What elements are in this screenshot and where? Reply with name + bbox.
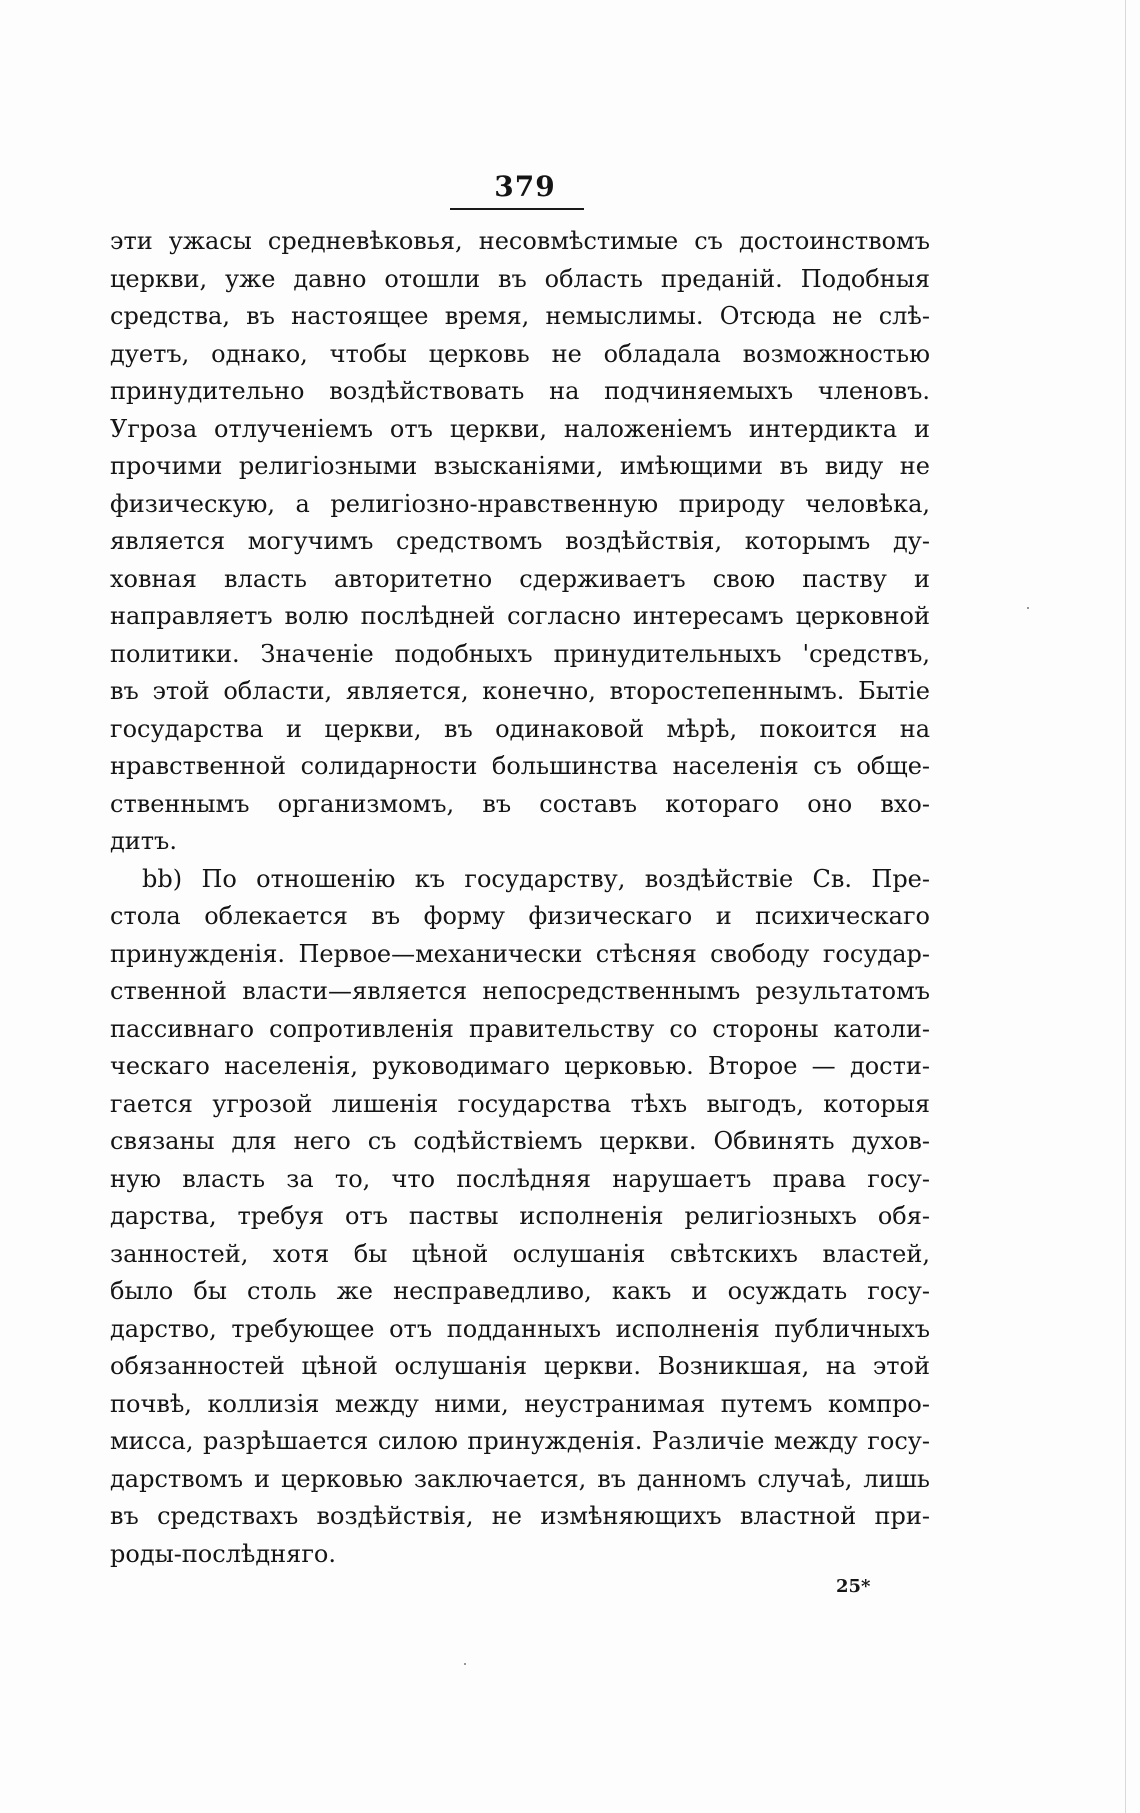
text-line: дуетъ, однако, чтобы церковь не обладала возможностью [110, 339, 930, 368]
text-line: является могучимъ средствомъ воздѣйствія, которымъ ду- [110, 527, 930, 555]
text-line: дарства, требуя отъ паствы исполненія религіозныхъ обя- [110, 1202, 930, 1230]
text-line: роды-послѣдняго. [110, 1539, 336, 1568]
page-number-rule [450, 208, 584, 210]
text-line: направляетъ волю послѣдней согласно интересамъ церковной [110, 602, 930, 630]
text-line: прочими религіозными взысканіями, имѣющими въ виду не [110, 452, 930, 480]
printer-signature-mark: 25* [836, 1576, 871, 1597]
body-text [110, 223, 930, 1573]
text-line: средства, въ настоящее время, немыслимы. Отсюда не слѣ- [110, 302, 930, 330]
text-line: дитъ. [110, 827, 177, 855]
text-line: дарство, требующее отъ подданныхъ исполненія публичныхъ [110, 1314, 930, 1343]
text-line: пассивнаго сопротивленія правительству со стороны католи- [110, 1014, 930, 1043]
text-line: ственнымъ организмомъ, въ составъ котораго оно вхо- [110, 789, 930, 818]
text-line: въ средствахъ воздѣйствія, не измѣняющихъ властной при- [110, 1502, 930, 1530]
page-edge-line [1125, 0, 1126, 1813]
text-line: нравственной солидарности большинства населенія съ обще- [110, 752, 930, 780]
text-line: принудительно воздѣйствовать на подчиняемыхъ членовъ. [110, 377, 930, 405]
text-line: гается угрозой лишенія государства тѣхъ выгодъ, которыя [110, 1089, 930, 1118]
text-line: почвѣ, коллизія между ними, неустранимая путемъ компро- [110, 1389, 930, 1418]
text-line: церкви, уже давно отошли въ область преданій. Подобныя [110, 264, 930, 293]
text-line: связаны для него съ содѣйствіемъ церкви. Обвинять духов- [110, 1127, 930, 1155]
text-line: мисса, разрѣшается силою принужденія. Различіе между госу- [110, 1427, 930, 1455]
text-line: было бы столь же несправедливо, какъ и осуждать госу- [110, 1277, 930, 1305]
text-line: ную власть за то, что послѣдняя нарушаетъ права госу- [110, 1164, 930, 1193]
text-line: дарствомъ и церковью заключается, въ данномъ случаѣ, лишь [110, 1464, 930, 1493]
text-line: стола облекается въ форму физическаго и психическаго [110, 902, 930, 930]
text-line: ческаго населенія, руководимаго церковью. Второе — дости- [110, 1052, 930, 1080]
text-line: ховная власть авторитетно сдерживаетъ свою паству и [110, 564, 930, 593]
paper-speck [464, 1663, 466, 1665]
text-line: въ этой области, является, конечно, второстепеннымъ. Бытіе [110, 677, 930, 705]
text-line: занностей, хотя бы цѣной ослушанія свѣтскихъ властей, [110, 1239, 930, 1268]
text-line: эти ужасы средневѣковья, несовмѣстимые съ достоинствомъ [110, 227, 930, 255]
text-line: Угроза отлученіемъ отъ церкви, наложеніемъ интердикта и [110, 414, 930, 443]
paragraph-start-line: bb) По отношенію къ государству, воздѣйствіе Св. Пре- [142, 864, 930, 893]
text-line: обязанностей цѣной ослушанія церкви. Возникшая, на этой [110, 1352, 930, 1380]
paper-speck [1027, 607, 1029, 609]
text-line: государства и церкви, въ одинаковой мѣрѣ, покоится на [110, 714, 930, 743]
text-line: ственной власти—является непосредственнымъ результатомъ [110, 977, 930, 1005]
text-line: принужденія. Первое—механически стѣсняя свободу государ- [110, 939, 930, 968]
text-line: политики. Значеніе подобныхъ принудительныхъ 'средствъ, [110, 639, 930, 668]
text-line: физическую, а религіозно-нравственную природу человѣка, [110, 489, 930, 518]
page-number: 379 [494, 170, 556, 203]
